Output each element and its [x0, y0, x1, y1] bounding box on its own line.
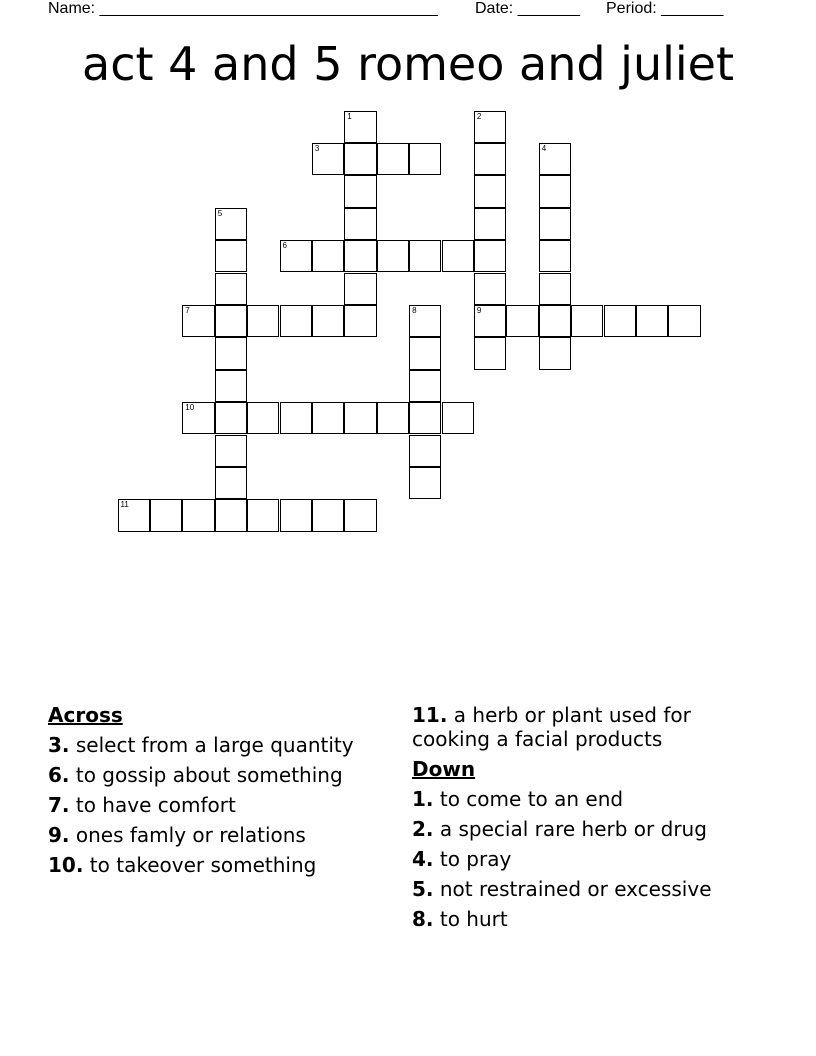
crossword-cell[interactable]: [474, 240, 506, 272]
crossword-cell[interactable]: [312, 499, 344, 531]
clue-text: to come to an end: [439, 787, 624, 811]
cell-number: 4: [541, 143, 547, 153]
crossword-cell[interactable]: [539, 273, 571, 305]
clue-text: to have comfort: [75, 793, 236, 817]
crossword-cell[interactable]: [377, 402, 409, 434]
crossword-cell[interactable]: [604, 305, 636, 337]
crossword-cell[interactable]: [636, 305, 668, 337]
crossword-cell[interactable]: [474, 111, 506, 143]
cell-number: 11: [120, 500, 129, 510]
crossword-cell[interactable]: [280, 305, 312, 337]
down-clue: [412, 907, 752, 931]
crossword-cell[interactable]: [215, 435, 247, 467]
crossword-cell[interactable]: [182, 402, 214, 434]
crossword-cell[interactable]: [474, 337, 506, 369]
page-title: act 4 and 5 romeo and juliet: [82, 37, 734, 91]
cell-number: 10: [185, 403, 195, 413]
crossword-cell[interactable]: [409, 435, 441, 467]
crossword-cell[interactable]: [409, 467, 441, 499]
crossword-cell[interactable]: [312, 143, 344, 175]
crossword-cell[interactable]: [280, 499, 312, 531]
crossword-cell[interactable]: [539, 337, 571, 369]
clue-number: 4.: [412, 847, 434, 871]
crossword-cell[interactable]: [377, 240, 409, 272]
crossword-cell[interactable]: [344, 273, 376, 305]
clue-number: 3.: [48, 733, 70, 757]
crossword-cell[interactable]: [150, 499, 182, 531]
crossword-cell[interactable]: [409, 305, 441, 337]
down-heading: Down: [412, 757, 476, 781]
crossword-cell[interactable]: [215, 499, 247, 531]
clues-right-column: [412, 703, 752, 937]
across-clue: [48, 733, 378, 757]
crossword-cell[interactable]: [344, 175, 376, 207]
crossword-cell[interactable]: [312, 402, 344, 434]
period-field-label: Period: _______: [606, 0, 724, 17]
crossword-cell[interactable]: [215, 402, 247, 434]
crossword-cell[interactable]: [344, 402, 376, 434]
crossword-cell[interactable]: [539, 175, 571, 207]
crossword-cell[interactable]: [182, 305, 214, 337]
date-field-label: Date: _______: [475, 0, 580, 17]
crossword-cell[interactable]: [442, 240, 474, 272]
crossword-cell[interactable]: [247, 305, 279, 337]
clue-text: a herb or plant used for cooking a facial products: [412, 703, 691, 751]
crossword-cell[interactable]: [215, 208, 247, 240]
clue-number: 9.: [48, 823, 70, 847]
crossword-cell[interactable]: [539, 143, 571, 175]
clue-number: 1.: [412, 787, 434, 811]
across-clue: [48, 823, 378, 847]
crossword-cell[interactable]: [539, 240, 571, 272]
crossword-cell[interactable]: [215, 370, 247, 402]
clue-text: to gossip about something: [75, 763, 343, 787]
cell-number: 6: [282, 241, 287, 251]
crossword-cell[interactable]: [668, 305, 700, 337]
clue-number: 7.: [48, 793, 70, 817]
down-clue: [412, 877, 752, 901]
clues-left-column: [48, 703, 378, 883]
across-clue: [48, 763, 378, 787]
clue-text: to hurt: [439, 907, 508, 931]
crossword-cell[interactable]: [280, 240, 312, 272]
crossword-cell[interactable]: [215, 467, 247, 499]
clue-number: 11.: [412, 703, 448, 727]
across-heading: Across: [48, 703, 123, 727]
crossword-cell[interactable]: [474, 208, 506, 240]
crossword-cell[interactable]: [312, 305, 344, 337]
cell-number: 7: [185, 305, 190, 315]
crossword-cell[interactable]: [344, 143, 376, 175]
name-field-label: Name: ______________________________________: [48, 0, 438, 17]
crossword-cell[interactable]: [247, 402, 279, 434]
cell-number: 5: [217, 208, 223, 218]
crossword-cell[interactable]: [571, 305, 603, 337]
across-clue: [48, 793, 378, 817]
crossword-cell[interactable]: [474, 175, 506, 207]
cell-number: 3: [314, 143, 320, 153]
down-clue: [412, 787, 752, 811]
clue-number: 10.: [48, 853, 84, 877]
crossword-cell[interactable]: [118, 499, 150, 531]
down-clue: [412, 847, 752, 871]
crossword-cell[interactable]: [474, 273, 506, 305]
clue-text: to pray: [439, 847, 512, 871]
clue-text: not restrained or excessive: [439, 877, 712, 901]
crossword-cell[interactable]: [344, 305, 376, 337]
crossword-cell[interactable]: [280, 402, 312, 434]
crossword-cell[interactable]: [409, 337, 441, 369]
crossword-cell[interactable]: [409, 370, 441, 402]
clue-text: to takeover something: [89, 853, 317, 877]
crossword-cell[interactable]: [182, 499, 214, 531]
across-clue: [48, 853, 378, 877]
clue-text: select from a large quantity: [75, 733, 354, 757]
across-clue: [412, 703, 752, 751]
down-clue: [412, 817, 752, 841]
crossword-cell[interactable]: [409, 402, 441, 434]
crossword-cell[interactable]: [539, 305, 571, 337]
crossword-cell[interactable]: [344, 240, 376, 272]
crossword-cell[interactable]: [539, 208, 571, 240]
clue-number: 2.: [412, 817, 434, 841]
clue-text: a special rare herb or drug: [439, 817, 707, 841]
cell-number: 8: [412, 305, 417, 315]
crossword-cell[interactable]: [377, 143, 409, 175]
clue-number: 8.: [412, 907, 434, 931]
clue-number: 6.: [48, 763, 70, 787]
crossword-cell[interactable]: [215, 337, 247, 369]
crossword-cell[interactable]: [215, 273, 247, 305]
crossword-cell[interactable]: [247, 499, 279, 531]
crossword-cell[interactable]: [215, 305, 247, 337]
crossword-cell[interactable]: [442, 402, 474, 434]
crossword-cell[interactable]: [215, 240, 247, 272]
crossword-cell[interactable]: [344, 499, 376, 531]
crossword-cell[interactable]: [409, 240, 441, 272]
clue-number: 5.: [412, 877, 434, 901]
clue-text: ones famly or relations: [75, 823, 306, 847]
crossword-cell[interactable]: [474, 143, 506, 175]
crossword-cell[interactable]: [344, 208, 376, 240]
crossword-cell[interactable]: [506, 305, 538, 337]
crossword-cell[interactable]: [344, 111, 376, 143]
cell-number: 2: [476, 111, 482, 121]
crossword-cell[interactable]: [474, 305, 506, 337]
crossword-cell[interactable]: [409, 143, 441, 175]
cell-number: 9: [476, 305, 482, 315]
crossword-cell[interactable]: [312, 240, 344, 272]
cell-number: 1: [347, 111, 352, 121]
